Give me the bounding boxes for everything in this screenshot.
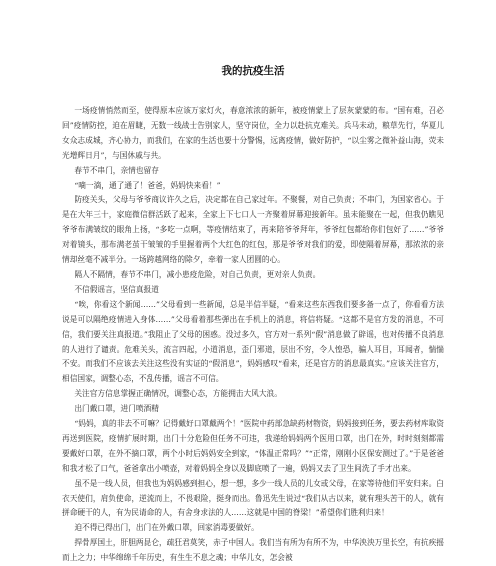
paragraph-mother-masks: “妈妈，真的非去不可嘛？记得戴好口罩戴两个！”医院中药部急缺药材物资，妈妈接到任务，要去药材库取资再送到医院，疫情扩展时期，出门十分危险但任务不可违，我递给妈妈两个医用口罩，出门在外，时时刻刻都需要戴好口罩，在外不摘口罩，两个小时后妈妈安全到家，“体温正常吗？”“正常，刚刚小区保安测过了。”于是爸爸和我才松了口气，爸爸拿出小喷壶，对着妈妈全身以及脚底喷了一遍，妈妈又去了卫生间洗了手才出来。 [62, 419, 444, 473]
document-body [62, 104, 444, 566]
paragraph-rumors: “唉，你看这个新闻……”父母看到一些新闻，总是半信半疑，“看来这些东西我们要多备一点了，你看看方法说是可以隔绝疫情进入身体……”父母看着那些弹出在手机上的消息，将信将疑。“这都不是官方发的消息，不可信，我们要关注真报道。”我阻止了父母的困惑。没过多久，官方对一系列“假”消息做了辟谣，也对传播不良消息的人进行了谴责。危难关头，流言四起，小道消息，歪门邪道，层出不穷，令人惶恐，骗人耳目，耳闻者，惴惴不安。而我们不应该去关注这些没有实证的“假消息”，妈妈感叹“看来，还是官方的消息最真实。”应该关注官方，相信国家，调整心态，不乱传播，谣言不可信。 [62, 299, 444, 384]
section-heading-new-year: 春节不串门，亲情也留存 [74, 165, 159, 175]
paragraph-new-year-summary: 隔人不隔情，春节不串门，减小患疫危险，对自己负责，更对亲人负责。 [74, 269, 321, 279]
document-title: 我的抗疫生活 [221, 65, 285, 77]
section-heading-masks: 出门戴口罩，进门喷酒精 [74, 404, 159, 414]
paragraph-rumors-summary: 关注官方信息掌握正确情况，调整心态，方能拥击大风大浪。 [74, 389, 282, 399]
paragraph-masks-summary: 迫不得已得出门，出门在外戴口罩，回家消毒要做好。 [74, 523, 259, 533]
paragraph-intro: 一场疫情悄然而至，使得原本应该万家灯火，春意浓浓的新年，被疫情蒙上了层灰蒙蒙的布。“国有难，召必回”疫情防控，迫在眉睫，无数一线战士告别家人，坚守岗位，全力以赴抗克难关。兵马未动，粮草先行，华夏儿女众志成城，齐心协力，而我们，在家的生活也要十分警惕，远离疫情，做好防护，“以尘雾之微补益山海，荧未光增辉日月”，与国休戚与共。 [62, 106, 444, 160]
section-heading-rumors: 不信假谣言，坚信真报道 [74, 284, 159, 294]
paragraph-family-new-year: 防疫关头，父母与爷爷商议许久之后，决定都在自己家过年。不聚餐，对自己负责；不串门，为国家省心。于是在大年三十，家庭微信群活跃了起来，全家上下七口人一齐聚着屏幕迎接新年。虽未能聚在一起，但我仍瞧见爷爷布满皱纹的眼角上扬，“多吃一点啊，等疫情结束了，再来陪爷爷拜年，爷爷红包都给你们包好了……”爷爷对着镜头，那布满老茧干皱皱的手里握着两个大红色的红包，那是爷爷对我们的爱，即使隔着屏幕，那浓浓的亲情却丝毫不减半分。一场跨越网络的除夕，牵着一家人团圆的心。 [62, 195, 444, 265]
paragraph-closing: 捍骨厚国土，肝胆两昆仑，疏狂君莫笑，赤子中国人。我们当有所为有所不为，中华泱泱万里长空，有抗疾摇而上之力；中华绵绵千年历史，有生生不息之魂；中华儿女，怎会被 [62, 538, 444, 563]
paragraph-video-call: “嘀一滴，通了通了！爸爸，妈妈快来看！” [74, 180, 221, 190]
paragraph-frontline-workers: 虽不是一线人员，但我也为妈妈感到担心，想一想，多少一线人员的儿女或父母，在家等待他们平安归来。白衣天使们，肩负使命，逆流而上，不畏艰险，挺身而出。鲁迅先生说过“我们从古以来，就有理头苦干的人，就有拼命硬干的人，有为民请命的人，有舍身求法的人……这就是中国的脊梁！”希望你们胜利归来！ [62, 478, 444, 518]
